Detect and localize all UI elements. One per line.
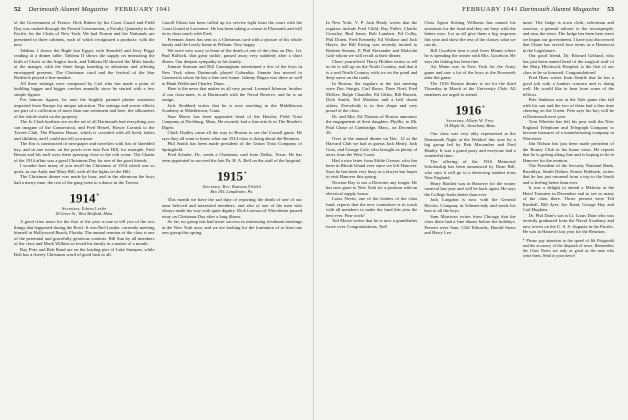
- paragraph: This month we have the sad duty of reporting the death of one of our most beloved and interested members, and also of one of the men who always made his way with quiet dignity. Dick Lawson of Winchester passed away on Christmas Day after a long illness.: [161, 197, 302, 219]
- paragraph: So far, no group has had more success in interesting freshman meetings in the New York area, and we are looking for the formation of at least one new group this spring.: [161, 219, 302, 236]
- right-column-3: [523, 20, 614, 416]
- class-mark: *: [244, 172, 247, 177]
- paragraph: Over at the annual dinner on Dec. 12 at the Harvard Club we had as guests Jack Healy, Jack Goss, and George Cole, who brought us plenty of news from the West Coast.: [326, 135, 418, 157]
- paragraph: Here is the news that makes us all very proud. Leonard Johnson, brother of our class-mate, is at Dartmouth with the Naval Reserve, and he is an ensign.: [161, 86, 302, 102]
- paragraph: of the Government of France. Dick Ruben by his Coast Guard and Field Day was rushed through the French Government, a Faculty Quarterly in the Pacific for the Clubs of New York. We had Norton and the Nationals are presented in three cabinets, each of which recognized a products: with the new.: [14, 20, 155, 47]
- paragraph: Sam Morrison writes from Chicago that the class there had a fine dinner before the holidays. Present were Sam, Cliff Edwards, Harold Stone and Harry Lee.: [424, 213, 516, 236]
- page-number: 52: [14, 6, 21, 13]
- magazine-title: Dartmouth Alumni Magazine: [519, 6, 600, 13]
- paragraph: Freeman Jones has sent us a Christmas card with a picture of his whole family and the lovely home at Pelham. Very happy.: [161, 36, 302, 47]
- column-footnote: * Please pay attention to the speed of Jib Fitzgerald and the accuracy of the dispatch of news. Remember, the Class Notes are only as good as the men who write them. Send in your news!: [522, 237, 614, 258]
- issue-month: FEBRUARY 1941: [114, 6, 171, 13]
- paragraph: The President of the Security National Bank, Brooklyn, Smith Dalton, Ernest Fishback, writes that he has just returned from a trip to the South and is feeling better than ever.: [522, 163, 614, 185]
- paragraph: Carroll Edson has been called up for service right from the court with the Coast Guard at Lawrence. He has been taking a course at Plymouth and will be in close touch with Fred.: [161, 20, 302, 36]
- paragraph: Louis Nevin, one of the leaders of the class fund, reports that the new committee is in touch with all members to make the fund this year the best ever. Fine work!: [326, 196, 418, 218]
- paragraph: Jim Nelson has just been made president of the Rotary Club in his home town. He reports that he is getting along fine and is hoping to be in Hanover for the reunion.: [522, 141, 614, 163]
- class-year: 1914: [69, 190, 96, 206]
- left-column-1: [14, 20, 155, 416]
- paragraph: Tableau 1 shows the Right lost Egypt, with Shurtleff and Jerry Peggs reading at a dinner table. Tableau II shows the supply on measuring the birth of Christ at the Anglos book, and Tableau III showed the Mitts family at the manger, with the three kings kneeling in adoration and offering enwrapped presents. The Christmas carol and the festival of the Star Roderick played a fine number.: [14, 47, 155, 80]
- right-column-1: [326, 20, 417, 416]
- class-year: 1916: [455, 102, 482, 118]
- paragraph: It was a delight to attend a Melrose at the Hotel Touraine in December and to see so many of the class there. Those present were Ted Kimball, Bill Ayer, Joe Rand, George Hay and Carl Hopkins.: [522, 185, 614, 212]
- left-columns: [14, 20, 302, 416]
- paragraph: The Jim is constructed of newspaper and novelties with lots of shredded hay, and in one scene, on the porch over into Fort Hill, for example, Fred Bessie and his staff were there pressing close to the crib scene. The Charm of the 1914 affair was a good Christmas Day for one of the good friends.: [14, 141, 155, 163]
- paragraph: In Boston, the regulars at the last meeting were Doc Sturgis, Carl Rowe, Dave Noel, Fred McKee, Ralph Chandler, Ed Gibbs, Bill Bassett, Dick Smith, Ted Moulton and a half dozen others. Everybody is in fine shape and very proud of the class.: [326, 80, 418, 113]
- class-secretary: Secretary, Edwin Leslie: [62, 206, 107, 212]
- paragraph: In New York, V. P. Jack Healy writes that the regulars include Fred Child, Ray Fuller, Charlie Crossley, Bud Jones, Bob Lambert, Ed Colby, Phil Doten, Fred Kennedy, Ed Wallace and Jack Hayes, the Bill Ewing was recently invited to Reuben Stearns, P. Phil Alexander and Malcolm Gale whom we will recall at their dinner.: [326, 20, 418, 58]
- paragraph: Had a nice letter from Eddie Gerson, who has been in Rhode Island ever since we left Hanover. Says he has been very busy as a lawyer but hopes to visit Hanover this spring.: [326, 157, 418, 179]
- secretary-address: Box 100, Lansdowne, Pa.: [210, 189, 254, 195]
- paragraph: A good class notes for the first of the year is one to tell you of the two things that happened during the Bowl. It was Red Lauder, currently meeting himself at Hollywood Beach, Florida. The annual reunion of the class is one of the perennial and gracefully generous contests. Bill Sun by all members of the class and Mack Wilkins so loved his family in a matter of a month.: [14, 219, 155, 247]
- paragraph: Our good friend, Dr. Edward Gelfand, who has just been named head of the surgical staff of the Mary Hitchcock Hospital, is the first of our class to be so honored. Congratulations!: [522, 53, 614, 75]
- paragraph: Class Agent Stirling Williams has named his assistants for the fund and they are busy with the letters now. Let us all give them a big response this year and show the rest of the classes what we can do.: [424, 20, 516, 47]
- left-running-head: [14, 6, 171, 13]
- issue-month: FEBRUARY 1941: [462, 6, 519, 13]
- paragraph: Jack Stoddard writes that he is now teaching in the Middletown Academy at Middletown, Conn.: [161, 102, 302, 113]
- class-mark: *: [96, 194, 99, 199]
- page-number: 53: [607, 6, 614, 13]
- paragraph: Dr. and Mrs. Ed Thomas of Boston announce the engagement of their daughter, Phyllis, to Mr. Paul Chase of Cambridge, Mass., on December 20.: [326, 113, 418, 135]
- paragraph: Tom Wheeler has left his post with the New England Telephone and Telegraph Company to become treasurer of a manufacturing company in Worcester.: [522, 119, 614, 141]
- paragraph: Dr. Phil Dain's son is Lt. Louis Dain who was recently graduated from the Naval Academy and now serves on the U. S. S. Augusta in the Pacific. He was in Hanover last year for the Reunion.: [522, 212, 614, 234]
- paragraph: I wonder how many of you recall the Christmas of 1914 which was so quiet, as our Andy and Mary Bill, with all the lights on the Hill.: [14, 163, 155, 174]
- paragraph: Stan Morse has been appointed head of the Hawley Field Trust Company at Fitchburg, Mass. He recently had a fine article in The Reader's Digest.: [161, 113, 302, 130]
- paragraph: Ted Morse writes that he is now a grandfather twice over. Congratulations, Ted!: [326, 218, 418, 229]
- paragraph: Pete Sanborn was at the Yale game this fall with his son and the two of them had a fine time cheering on the Green. Pete says his boy will be at Dartmouth next year.: [522, 97, 614, 119]
- paragraph: The 1916 Boston dinner is set for the third Thursday in March at the University Club. All members are urged to attend.: [424, 80, 516, 97]
- paragraph: The offering of the 1916 Memorial Scholarship has been announced by Dean Bill, who says it will go to a deserving student from New England.: [424, 158, 516, 181]
- right-column-2: [424, 20, 515, 416]
- class-heading-1915: [162, 168, 303, 183]
- class-year: 1915: [217, 168, 243, 184]
- paragraph: more. The Judge is town clerk, selectman and assessor, a general adviser to the townspeople, and runs the town. The Judge has been here since we began our government. I have just discovered that Chase has served four terms as a Democrat in the Legislature.: [522, 20, 614, 53]
- paragraph: Jack Langdon is now with the General Electric Company in Schenectady and sends his best to all the boys.: [424, 197, 516, 214]
- paragraph: Fred Huse writes from Seattle that he has a good job with a lumber concern and is doing well. He would like to hear from some of the fellows.: [522, 75, 614, 97]
- magazine-title: Dartmouth Alumni Magazine: [28, 6, 109, 13]
- paragraph: Phil Smith has been made president of the Union Trust Company of Springfield.: [161, 141, 302, 152]
- paragraph: Newton Day is not a Detroiter any longer. He has now gone to New York for a position with an electrical supply house.: [326, 179, 418, 196]
- paragraph: Ray Pirie and Bob Rand are on the loading pier of Lake Sunapee, while Bob has a cheery Christmas word of good luck to all.: [14, 246, 155, 258]
- right-columns: [326, 20, 614, 416]
- paragraph: Fred Schuler, Dr., sends a Christmas card from Dallas, Texas. He has been appointed to succeed the late Dr. H. A. Bell on the staff of the hospital.: [161, 152, 302, 163]
- class-heading-1914: [14, 190, 155, 205]
- class-secretary: Secretary, Rev. Ransom Fifield: [202, 184, 261, 190]
- class-secretary: Secretary, Albert W. Frey: [446, 118, 494, 124]
- paragraph: Bill Goodwin sent a card from Miami where he is spending the winter with Mrs. Goodwin. He says the fishing has been fine.: [424, 47, 516, 64]
- right-page: [314, 0, 628, 420]
- paragraph: Harry Bartlett was in Hanover for the winter carnival last year and will be back again. He says the College looks better than ever.: [424, 180, 516, 197]
- paragraph: Jimmie Seaman and Bill Cunningham entertained a few of the boys in New York when Dartmouth played Columbia. Jimmie has moved to Greenwich where he has a fine new home. Johnny Dugan was there as well as Hank Walsh and Charley Dunn.: [161, 64, 302, 86]
- right-running-head: [457, 6, 614, 13]
- paragraph: Our class was very ably represented at the Dartmouth Night at the Waldorf this year by a big group led by Bob Macomber and Fred Hanley. It was a grand party and everyone had a wonderful time.: [424, 131, 516, 159]
- paragraph: The Christmas dinner was made by hour, and in the afternoon the boys had a merry time, the rest of the gang went to a dance in the Tavern.: [14, 174, 155, 185]
- class-heading-1916: [424, 102, 515, 117]
- paragraph: All these settings were composed by Carl who has made a point of building bigger and bigger creches annually since he started with a few simple figures.: [14, 80, 155, 97]
- paragraph: We were very sorry to learn of the death of one of the class on Dec. 1st. Paul Bullock, that great tackle, passed away very suddenly after a short illness. Our deepest sympathy to his family.: [161, 47, 302, 64]
- paragraph: Cheer yourselves! Harry Holden writes to tell us he is still up on the North Country, and that it is a real North Country with ice on the pond and deep snow on the roads.: [326, 58, 418, 80]
- paragraph: For famous figures, he uses the brightly painted plaster statuettes imported from Europe for unique attraction. The settings and scenic effects are part of a collection of more than one sentiment and here, the silhouettes of the whole outfit on the property.: [14, 97, 155, 119]
- paragraph: The Jo Clark brothers are on the set of all Dartmouth had everything you can imagine of the Connecticut, and Fred Hetzel, Howie Cornish to the Tavern Club. The Phoenix House, which is crowded with all lively ladies and children, and I could not tell you more.: [14, 119, 155, 141]
- secretary-address: 18 Grove St., West Medford, Mass.: [55, 211, 114, 217]
- class-mark: *: [482, 106, 485, 111]
- secretary-address: 14 Maple St., Stoneham, Mass.: [444, 123, 496, 129]
- paragraph: Art Mann was in New York for the Army game and saw a lot of the boys at the Roosevelt after the game.: [424, 64, 516, 80]
- left-column-2: [162, 20, 303, 416]
- paragraph: Chick Dudley came all the way to Boston to see the Cornell game. He says they all want to know what our 1914 class is doing about the Reunion.: [161, 130, 302, 141]
